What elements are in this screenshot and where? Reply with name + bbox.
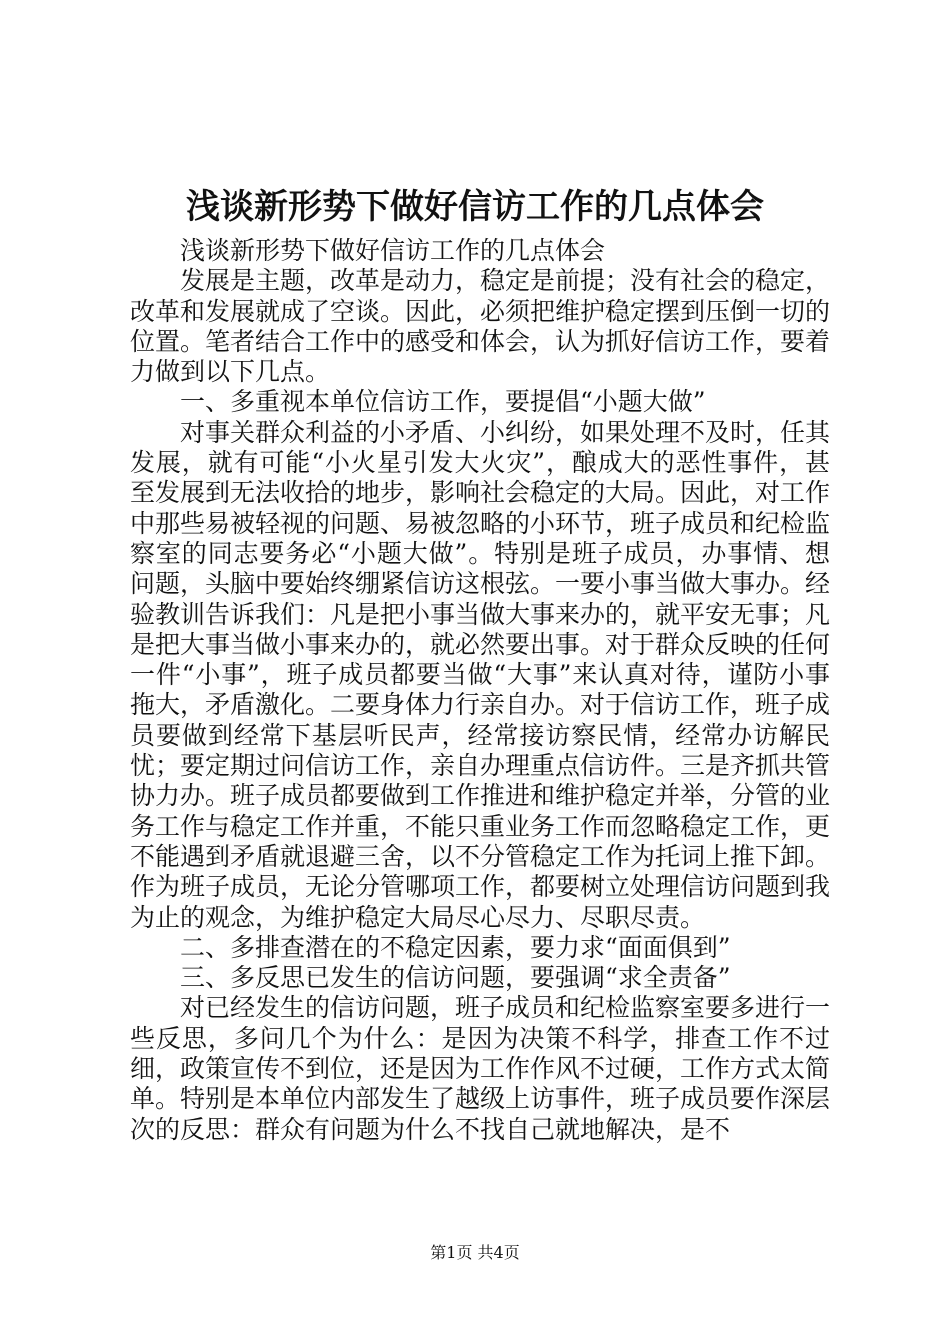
- page-footer: 第1页 共4页: [430, 1243, 520, 1262]
- section-heading-1: 一、多重视本单位信访工作，要提倡“小题大做”: [180, 387, 706, 417]
- section-3-paragraph: 对已经发生的信访问题，班子成员和纪检监察室要多进行一些反思，多问几个为什么：是因为决策不科学，排查工作不过细，政策宣传不到位，还是因为工作作风不过硬，工作方式太简单。特别是本单位内部发生了越级上访事件，班子成员要作深层次的反思：群众有问题为什么不找自己就地解决，是不: [130, 993, 831, 1144]
- document-body: [130, 236, 830, 1145]
- section-heading-2: 二、多排查潜在的不稳定因素，要力求“面面俱到”: [180, 932, 731, 962]
- document-title: 浅谈新形势下做好信访工作的几点体会: [186, 187, 764, 227]
- subtitle-paragraph: 浅谈新形势下做好信访工作的几点体会: [180, 236, 606, 265]
- intro-paragraph: 发展是主题，改革是动力，稳定是前提；没有社会的稳定，改革和发展就成了空谈。因此，必须把维护稳定摆到压倒一切的位置。笔者结合工作中的感受和体会，认为抓好信访工作，要着力做到以下几点。: [130, 266, 831, 387]
- section-heading-3: 三、多反思已发生的信访问题，要强调“求全责备”: [180, 963, 731, 993]
- section-1-paragraph: 对事关群众利益的小矛盾、小纠纷，如果处理不及时，任其发展，就有可能“小火星引发大火灾”，酿成大的恶性事件，甚至发展到无法收拾的地步，影响社会稳定的大局。因此，对工作中那些易被轻视的问题、易被忽略的小环节，班子成员和纪检监察室的同志要务必“小题大做”。特别是班子成员，办事情、想问题，头脑中要始终绷紧信访这根弦。一要小事当做大事办。经验教训告诉我们：凡是把小事当做大事来办的，就平安无事；凡是把大事当做小事来办的，就必然要出事。对于群众反映的任何一件“小事”，班子成员都要当做“大事”来认真对待，谨防小事拖大，矛盾激化。二要身体力行亲自办。对于信访工作，班子成员要做到经常下基层听民声，经常接访察民情，经常办访解民忧；要定期过问信访工作，亲自办理重点信访件。三是齐抓共管协力办。班子成员都要做到工作推进和维护稳定并举，分管的业务工作与稳定工作并重，不能只重业务工作而忽略稳定工作，更不能遇到矛盾就退避三舍，以不分管稳定工作为托词上推下卸。作为班子成员，无论分管哪项工作，都要树立处理信访问题到我为止的观念，为维护稳定大局尽心尽力、尽职尽责。: [130, 417, 831, 932]
